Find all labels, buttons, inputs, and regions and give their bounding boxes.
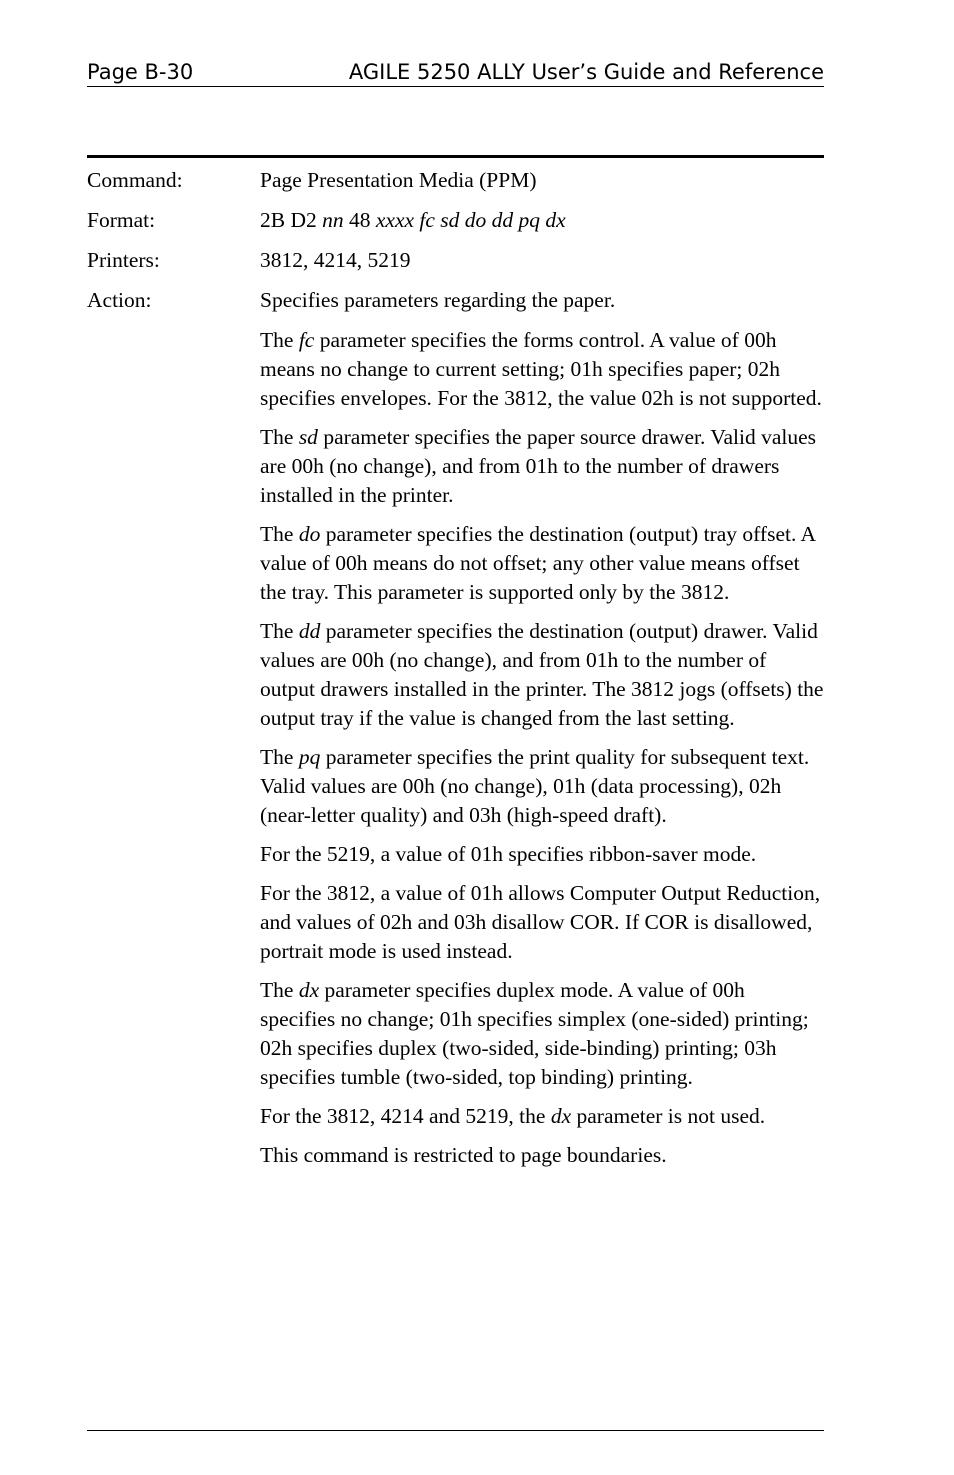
note-5219-paragraph: For the 5219, a value of 01h specifies ribbon-saver mode. [260,842,757,866]
dx-pre: The [260,978,299,1002]
printers-label: Printers: [87,248,160,272]
dd-pre: The [260,619,299,643]
document-title: AGILE 5250 ALLY User’s Guide and Reference [348,60,824,84]
pq-pre: The [260,745,299,769]
sd-pre: The [260,425,299,449]
do-post: parameter specifies the destination (output) tray offset. A value of 00h means do not offset; any other value means offset the tray. This parameter is supported only by the 3812. [260,522,815,604]
command-label: Command: [87,168,183,192]
fc-pre: The [260,328,299,352]
command-reference [87,166,824,1180]
restriction-paragraph: This command is restricted to page boundaries. [260,1143,667,1167]
fc-post: parameter specifies the forms control. A value of 00h means no change to current setting; 01h specifies paper; 02h specifies envelopes. For the 3812, the value 02h is not supported. [260,328,822,410]
do-paragraph [260,520,824,607]
dx-note-paragraph [260,1102,824,1131]
format-nn: nn [322,208,344,232]
command-value: Page Presentation Media (PPM) [260,168,537,192]
format-label: Format: [87,208,156,232]
action-row [87,286,824,315]
format-params: xxxx fc sd do dd pq dx [375,208,566,232]
printers-row [87,246,824,275]
pq-param: pq [298,745,321,769]
sd-paragraph [260,423,824,510]
sd-post: parameter specifies the paper source drawer. Valid values are 00h (no change), and from 01h to the number of drawers installed in the printer. [260,425,817,507]
dd-paragraph [260,617,824,733]
dx-paragraph [260,976,824,1092]
note-3812-paragraph: For the 3812, a value of 01h allows Computer Output Reduction, and values of 02h and 03h disallow COR. If COR is disallowed, portrait mode is used instead. [260,881,821,963]
do-param: do [298,522,321,546]
dx-post: parameter specifies duplex mode. A value of 00h specifies no change; 01h specifies simplex (one-sided) printing; 02h specifies duplex (two-sided, side-binding) printing; 03h specifies tumble (two-sided, top binding) printing. [260,978,809,1089]
fc-paragraph [260,326,824,413]
top-rule [87,155,824,158]
dd-post: parameter specifies the destination (output) drawer. Valid values are 00h (no change), and from 01h to the number of output drawers installed in the printer. The 3812 jogs (offsets) the output tray if the value is changed from the last setting. [260,619,824,730]
dx-param: dx [298,978,320,1002]
page-number: Page B-30 [87,60,194,84]
fc-param: fc [298,328,315,352]
format-prefix: 2B D2 [260,208,323,232]
action-value: Specifies parameters regarding the paper. [260,288,616,312]
printers-value: 3812, 4214, 5219 [260,248,411,272]
format-row [87,206,824,235]
bottom-rule [87,1430,824,1431]
format-mid: 48 [343,208,376,232]
pq-post: parameter specifies the print quality for subsequent text. Valid values are 00h (no change), 01h (data processing), 02h (near-letter quality) and 03h (high-speed draft). [260,745,810,827]
dd-param: dd [298,619,321,643]
dx-note-post: parameter is not used. [571,1104,766,1128]
format-value [260,206,824,235]
command-row [87,166,824,195]
dx-note-param: dx [550,1104,572,1128]
pq-paragraph [260,743,824,830]
sd-param: sd [298,425,318,449]
page-header [87,58,824,87]
action-label: Action: [87,288,152,312]
dx-note-pre: For the 3812, 4214 and 5219, the [260,1104,551,1128]
do-pre: The [260,522,299,546]
